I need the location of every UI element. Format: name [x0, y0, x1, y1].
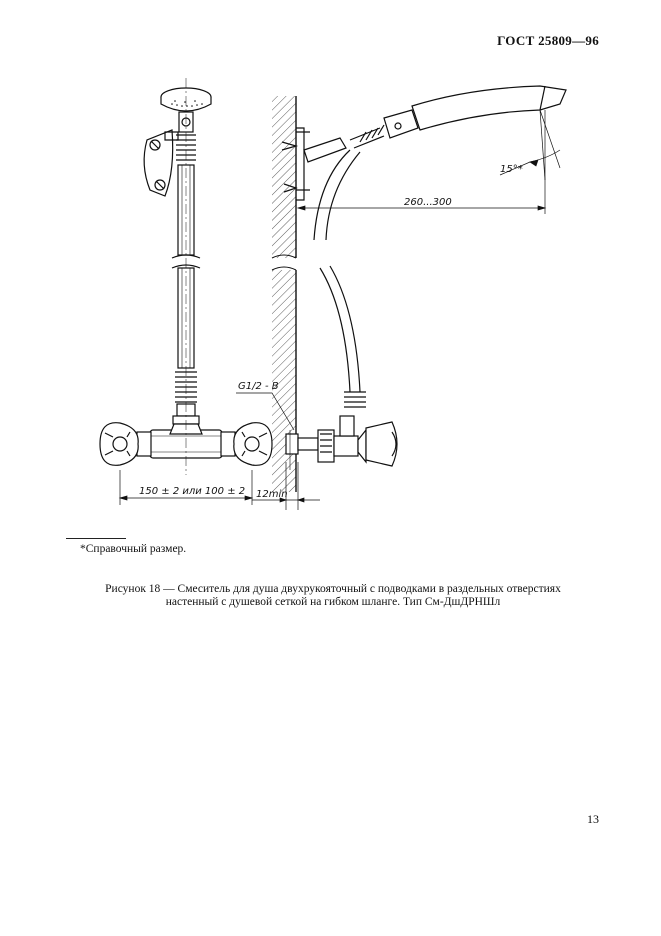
valve-side: [286, 416, 397, 470]
figure-caption: [90, 583, 576, 609]
dimension-min-gap-label: 12min: [256, 489, 288, 500]
hose-lower: [173, 268, 199, 424]
footnote-divider: [66, 538, 126, 539]
wall-section: [272, 96, 296, 492]
dimension-angle-label: 15°*: [500, 164, 523, 175]
front-view: [100, 78, 272, 505]
caption-line-1: Рисунок 18 — Смеситель для душа двухрукояточный с подводками в раздельных отверстиях: [105, 583, 561, 595]
dimension-min-gap: [252, 462, 320, 510]
page-number: 13: [587, 812, 599, 826]
caption-line-2: настенный с душевой сеткой на гибком шланге. Тип См-ДшДРНШл: [165, 596, 501, 608]
dimension-reach-label: 260...300: [404, 197, 452, 208]
thread-label: G1/2 - B: [238, 381, 279, 392]
shower-handset-side: [350, 86, 566, 148]
footnote: *Справочный размер.: [80, 543, 187, 555]
dimension-spacing-label: 150 ± 2 или 100 ± 2: [139, 486, 246, 497]
wall-holder-front: [144, 130, 178, 196]
document-standard-code: ГОСТ 25809—96: [497, 33, 599, 48]
